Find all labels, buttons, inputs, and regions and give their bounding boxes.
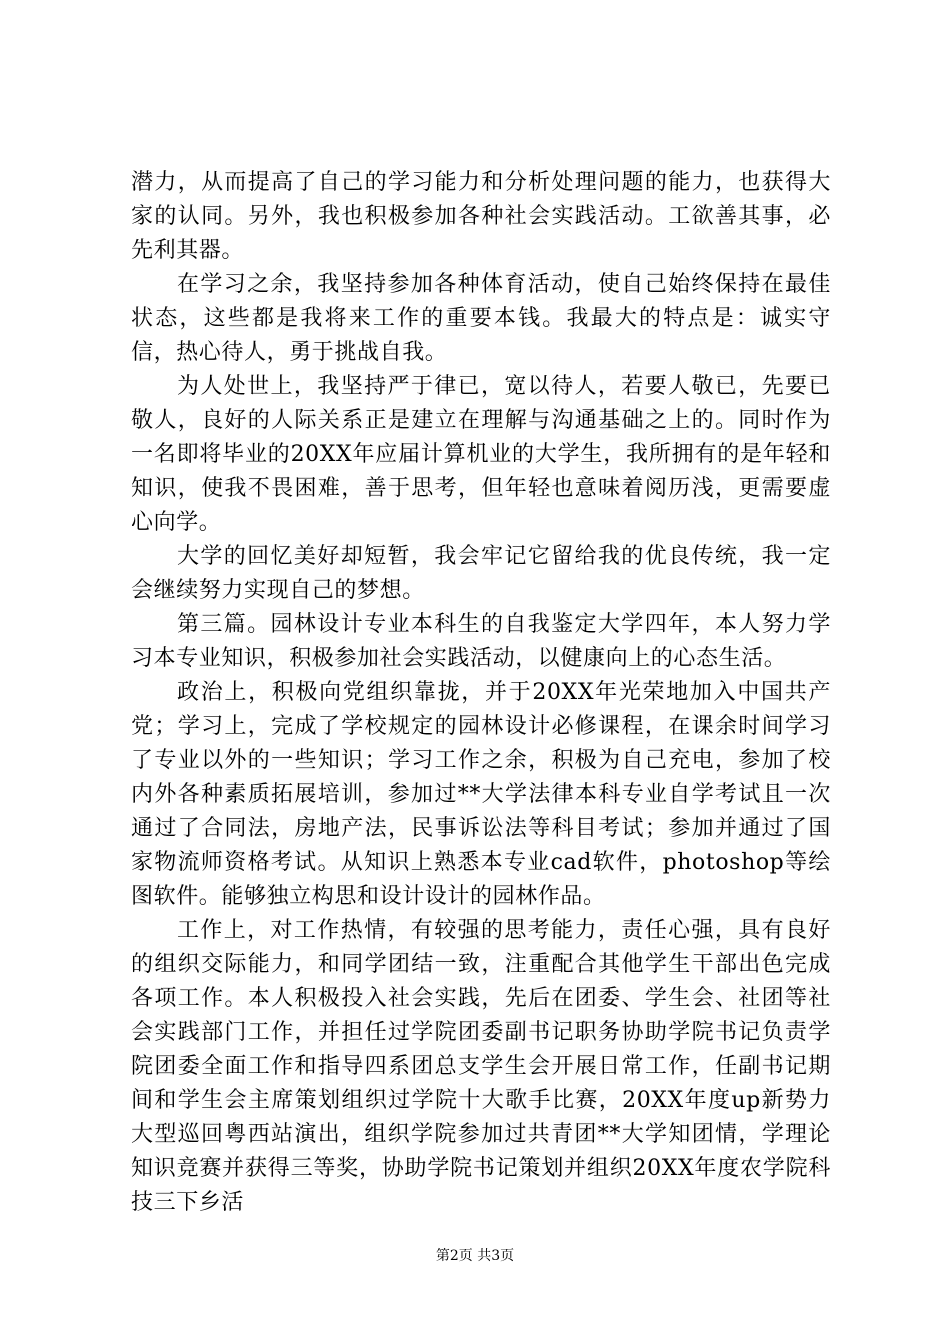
paragraph-continuation: 潜力，从而提高了自己的学习能力和分析处理问题的能力，也获得大家的认同。另外，我也积极参加各种社会实践活动。工欲善其事，必先利其器。 [131, 170, 831, 263]
paragraph-memories: 大学的回忆美好却短暂，我会牢记它留给我的优良传统，我一定会继续努力实现自己的梦想。 [131, 544, 831, 603]
document-body [131, 166, 831, 1220]
paragraph-third-article: 第三篇。园林设计专业本科生的自我鉴定大学四年，本人努力学习本专业知识，积极参加社会实践活动，以健康向上的心态生活。 [131, 612, 831, 671]
page-number-footer: 第2页 共3页 [435, 1248, 515, 1264]
paragraph-sports: 在学习之余，我坚持参加各种体育活动，使自己始终保持在最佳状态，这些都是我将来工作的重要本钱。我最大的特点是：诚实守信，热心待人，勇于挑战自我。 [131, 272, 831, 365]
paragraph-politics-study: 政治上，积极向党组织靠拢，并于20XX年光荣地加入中国共产党；学习上，完成了学校规定的园林设计必修课程，在课余时间学习了专业以外的一些知识；学习工作之余，积极为自己充电，参加了校内外各种素质拓展培训，参加过**大学法律本科专业自学考试且一次通过了合同法，房地产法，民事诉讼法等科目考试；参加并通过了国家物流师资格考试。从知识上熟悉本专业cad软件，photoshop等绘图软件。能够独立构思和设计设计的园林作品。 [131, 680, 831, 909]
paragraph-conduct: 为人处世上，我坚持严于律已，宽以待人，若要人敬已，先要已敬人，良好的人际关系正是建立在理解与沟通基础之上的。同时作为一名即将毕业的20XX年应届计算机业的大学生，我所拥有的是年轻和知识，使我不畏困难，善于思考，但年轻也意味着阅历浅，更需要虚心向学。 [131, 374, 831, 535]
paragraph-work: 工作上，对工作热情，有较强的思考能力，责任心强，具有良好的组织交际能力，和同学团结一致，注重配合其他学生干部出色完成各项工作。本人积极投入社会实践，先后在团委、学生会、社团等社会实践部门工作，并担任过学院团委副书记职务协助学院书记负责学院团委全面工作和指导四系团总支学生会开展日常工作，任副书记期间和学生会主席策划组织过学院十大歌手比赛，20XX年度up新势力大型巡回粤西站演出，组织学院参加过共青团**大学知团情，学理论知识竞赛并获得三等奖，协助学院书记策划并组织20XX年度农学院科技三下乡活 [131, 918, 831, 1215]
